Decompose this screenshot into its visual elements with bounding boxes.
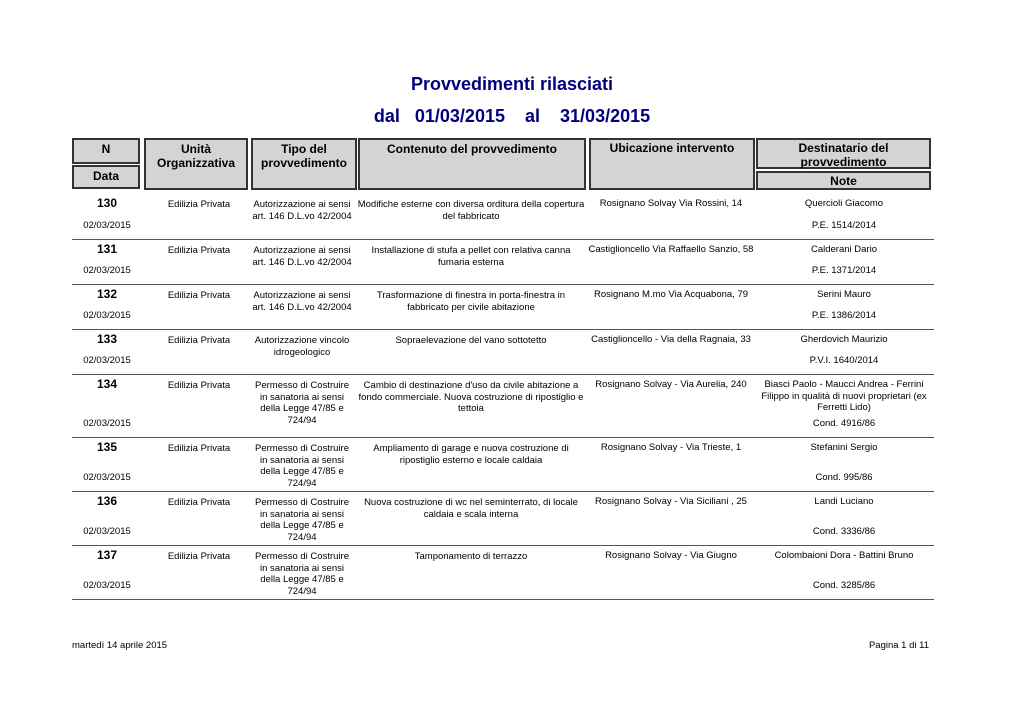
table-row (72, 374, 934, 438)
cell-tipo: Permesso di Costruire in sanatoria ai sensi della Legge 47/85 e 724/94 (255, 443, 349, 489)
table-row (72, 239, 934, 285)
header-destinatario: Destinatario del provvedimento (756, 138, 931, 169)
footer-date: martedì 14 aprile 2015 (72, 640, 168, 651)
cell-note: Cond. 3285/86 (812, 579, 876, 591)
cell-data: 02/03/2015 (83, 471, 131, 483)
cell-note: P.V.I. 1640/2014 (809, 354, 879, 366)
cell-n: 130 (96, 196, 118, 210)
cell-n: 136 (96, 494, 118, 508)
cell-note: Cond. 3336/86 (812, 525, 876, 537)
cell-data: 02/03/2015 (83, 525, 131, 537)
cell-contenuto: Modifiche esterne con diversa orditura della copertura del fabbricato (357, 199, 585, 222)
cell-unita: Edilizia Privata (167, 335, 231, 346)
cell-contenuto: Ampliamento di garage e nuova costruzione di ripostiglio esterno e locale caldaia (373, 443, 569, 466)
header-n: N (72, 138, 140, 164)
cell-destinatario: Stefanini Sergio (810, 442, 878, 453)
cell-data: 02/03/2015 (83, 417, 131, 429)
cell-note: Cond. 4916/86 (812, 417, 876, 429)
table-row (72, 545, 934, 600)
cell-note: P.E. 1514/2014 (811, 219, 877, 231)
cell-destinatario: Serini Mauro (817, 289, 871, 300)
cell-destinatario: Colombaioni Dora - Battini Bruno (774, 550, 914, 561)
cell-ubicazione: Rosignano Solvay - Via Aurelia, 240 (595, 379, 747, 390)
cell-data: 02/03/2015 (83, 354, 131, 366)
cell-tipo: Permesso di Costruire in sanatoria ai sensi della Legge 47/85 e 724/94 (255, 380, 349, 426)
cell-contenuto: Sopraelevazione del vano sottotetto (395, 335, 547, 346)
header-tipo: Tipo del provvedimento (251, 138, 357, 190)
cell-note: P.E. 1371/2014 (811, 264, 877, 276)
cell-data: 02/03/2015 (83, 309, 131, 321)
cell-tipo: Autorizzazione ai sensi art. 146 D.L.vo 42/2004 (252, 199, 352, 222)
cell-destinatario: Calderani Dario (810, 244, 877, 255)
cell-data: 02/03/2015 (83, 264, 131, 276)
cell-unita: Edilizia Privata (167, 199, 231, 210)
cell-unita: Edilizia Privata (167, 497, 231, 508)
cell-unita: Edilizia Privata (167, 443, 231, 454)
cell-n: 132 (96, 287, 118, 301)
table-row (72, 284, 934, 330)
period-dal-label: dal (373, 106, 400, 126)
cell-note: Cond. 995/86 (815, 471, 873, 483)
cell-contenuto: Tamponamento di terrazzo (414, 551, 528, 562)
cell-note: P.E. 1386/2014 (811, 309, 877, 321)
cell-ubicazione: Rosignano Solvay - Via Trieste, 1 (600, 442, 742, 453)
cell-tipo: Permesso di Costruire in sanatoria ai sensi della Legge 47/85 e 724/94 (255, 497, 349, 543)
cell-ubicazione: Castiglioncello - Via della Ragnaia, 33 (591, 334, 751, 345)
cell-unita: Edilizia Privata (167, 551, 231, 562)
cell-destinatario: Quercioli Giacomo (804, 198, 884, 209)
table-row (72, 193, 934, 240)
cell-data: 02/03/2015 (83, 219, 131, 231)
report-title: Provvedimenti rilasciati (410, 74, 614, 94)
table-row (72, 329, 934, 375)
cell-contenuto: Trasformazione di finestra in porta-finestra in fabbricato per civile abitazione (376, 290, 566, 313)
cell-ubicazione: Rosignano Solvay - Via Siciliani , 25 (595, 496, 747, 507)
cell-ubicazione: Rosignano Solvay - Via Giugno (605, 550, 737, 561)
cell-tipo: Autorizzazione vincolo idrogeologico (254, 335, 350, 358)
cell-unita: Edilizia Privata (167, 245, 231, 256)
cell-unita: Edilizia Privata (167, 380, 231, 391)
cell-tipo: Autorizzazione ai sensi art. 146 D.L.vo 42/2004 (252, 245, 352, 268)
cell-data: 02/03/2015 (83, 579, 131, 591)
cell-ubicazione: Rosignano Solvay Via Rossini, 14 (599, 198, 743, 209)
period-to: 31/03/2015 (560, 106, 651, 126)
cell-unita: Edilizia Privata (167, 290, 231, 301)
header-contenuto: Contenuto del provvedimento (358, 138, 586, 190)
cell-tipo: Autorizzazione ai sensi art. 146 D.L.vo 42/2004 (252, 290, 352, 313)
cell-destinatario: Landi Luciano (814, 496, 874, 507)
cell-ubicazione: Castiglioncello Via Raffaello Sanzio, 58 (588, 244, 754, 255)
cell-tipo: Permesso di Costruire in sanatoria ai sensi della Legge 47/85 e 724/94 (255, 551, 349, 597)
cell-n: 135 (96, 440, 118, 454)
header-note: Note (756, 171, 931, 190)
cell-ubicazione: Rosignano M.mo Via Acquabona, 79 (593, 289, 749, 300)
table-row (72, 437, 934, 492)
cell-n: 133 (96, 332, 118, 346)
header-unita: Unità Organizzativa (144, 138, 248, 190)
cell-destinatario: Gherdovich Maurizio (800, 334, 888, 345)
cell-contenuto: Cambio di destinazione d'uso da civile abitazione a fondo commerciale. Nuova costruzione di ripostiglio e tettoia (358, 380, 584, 414)
period-al-label: al (525, 106, 541, 126)
cell-n: 134 (96, 377, 118, 391)
cell-n: 137 (96, 548, 118, 562)
footer-page: Pagina 1 di 11 (868, 640, 929, 651)
header-ubicazione: Ubicazione intervento (589, 138, 755, 190)
header-data: Data (72, 165, 140, 189)
report-period (0, 106, 1024, 127)
cell-contenuto: Installazione di stufa a pellet con relativa canna fumaria esterna (371, 245, 571, 268)
cell-n: 131 (96, 242, 118, 256)
table-row (72, 491, 934, 546)
cell-contenuto: Nuova costruzione di wc nel seminterrato, di locale caldaia e scala interna (364, 497, 578, 520)
period-from: 01/03/2015 (414, 106, 505, 126)
cell-destinatario: Biasci Paolo - Maucci Andrea - Ferrini Filippo in qualità di nuovi proprietari (ex Ferretti Lido) (761, 379, 927, 413)
